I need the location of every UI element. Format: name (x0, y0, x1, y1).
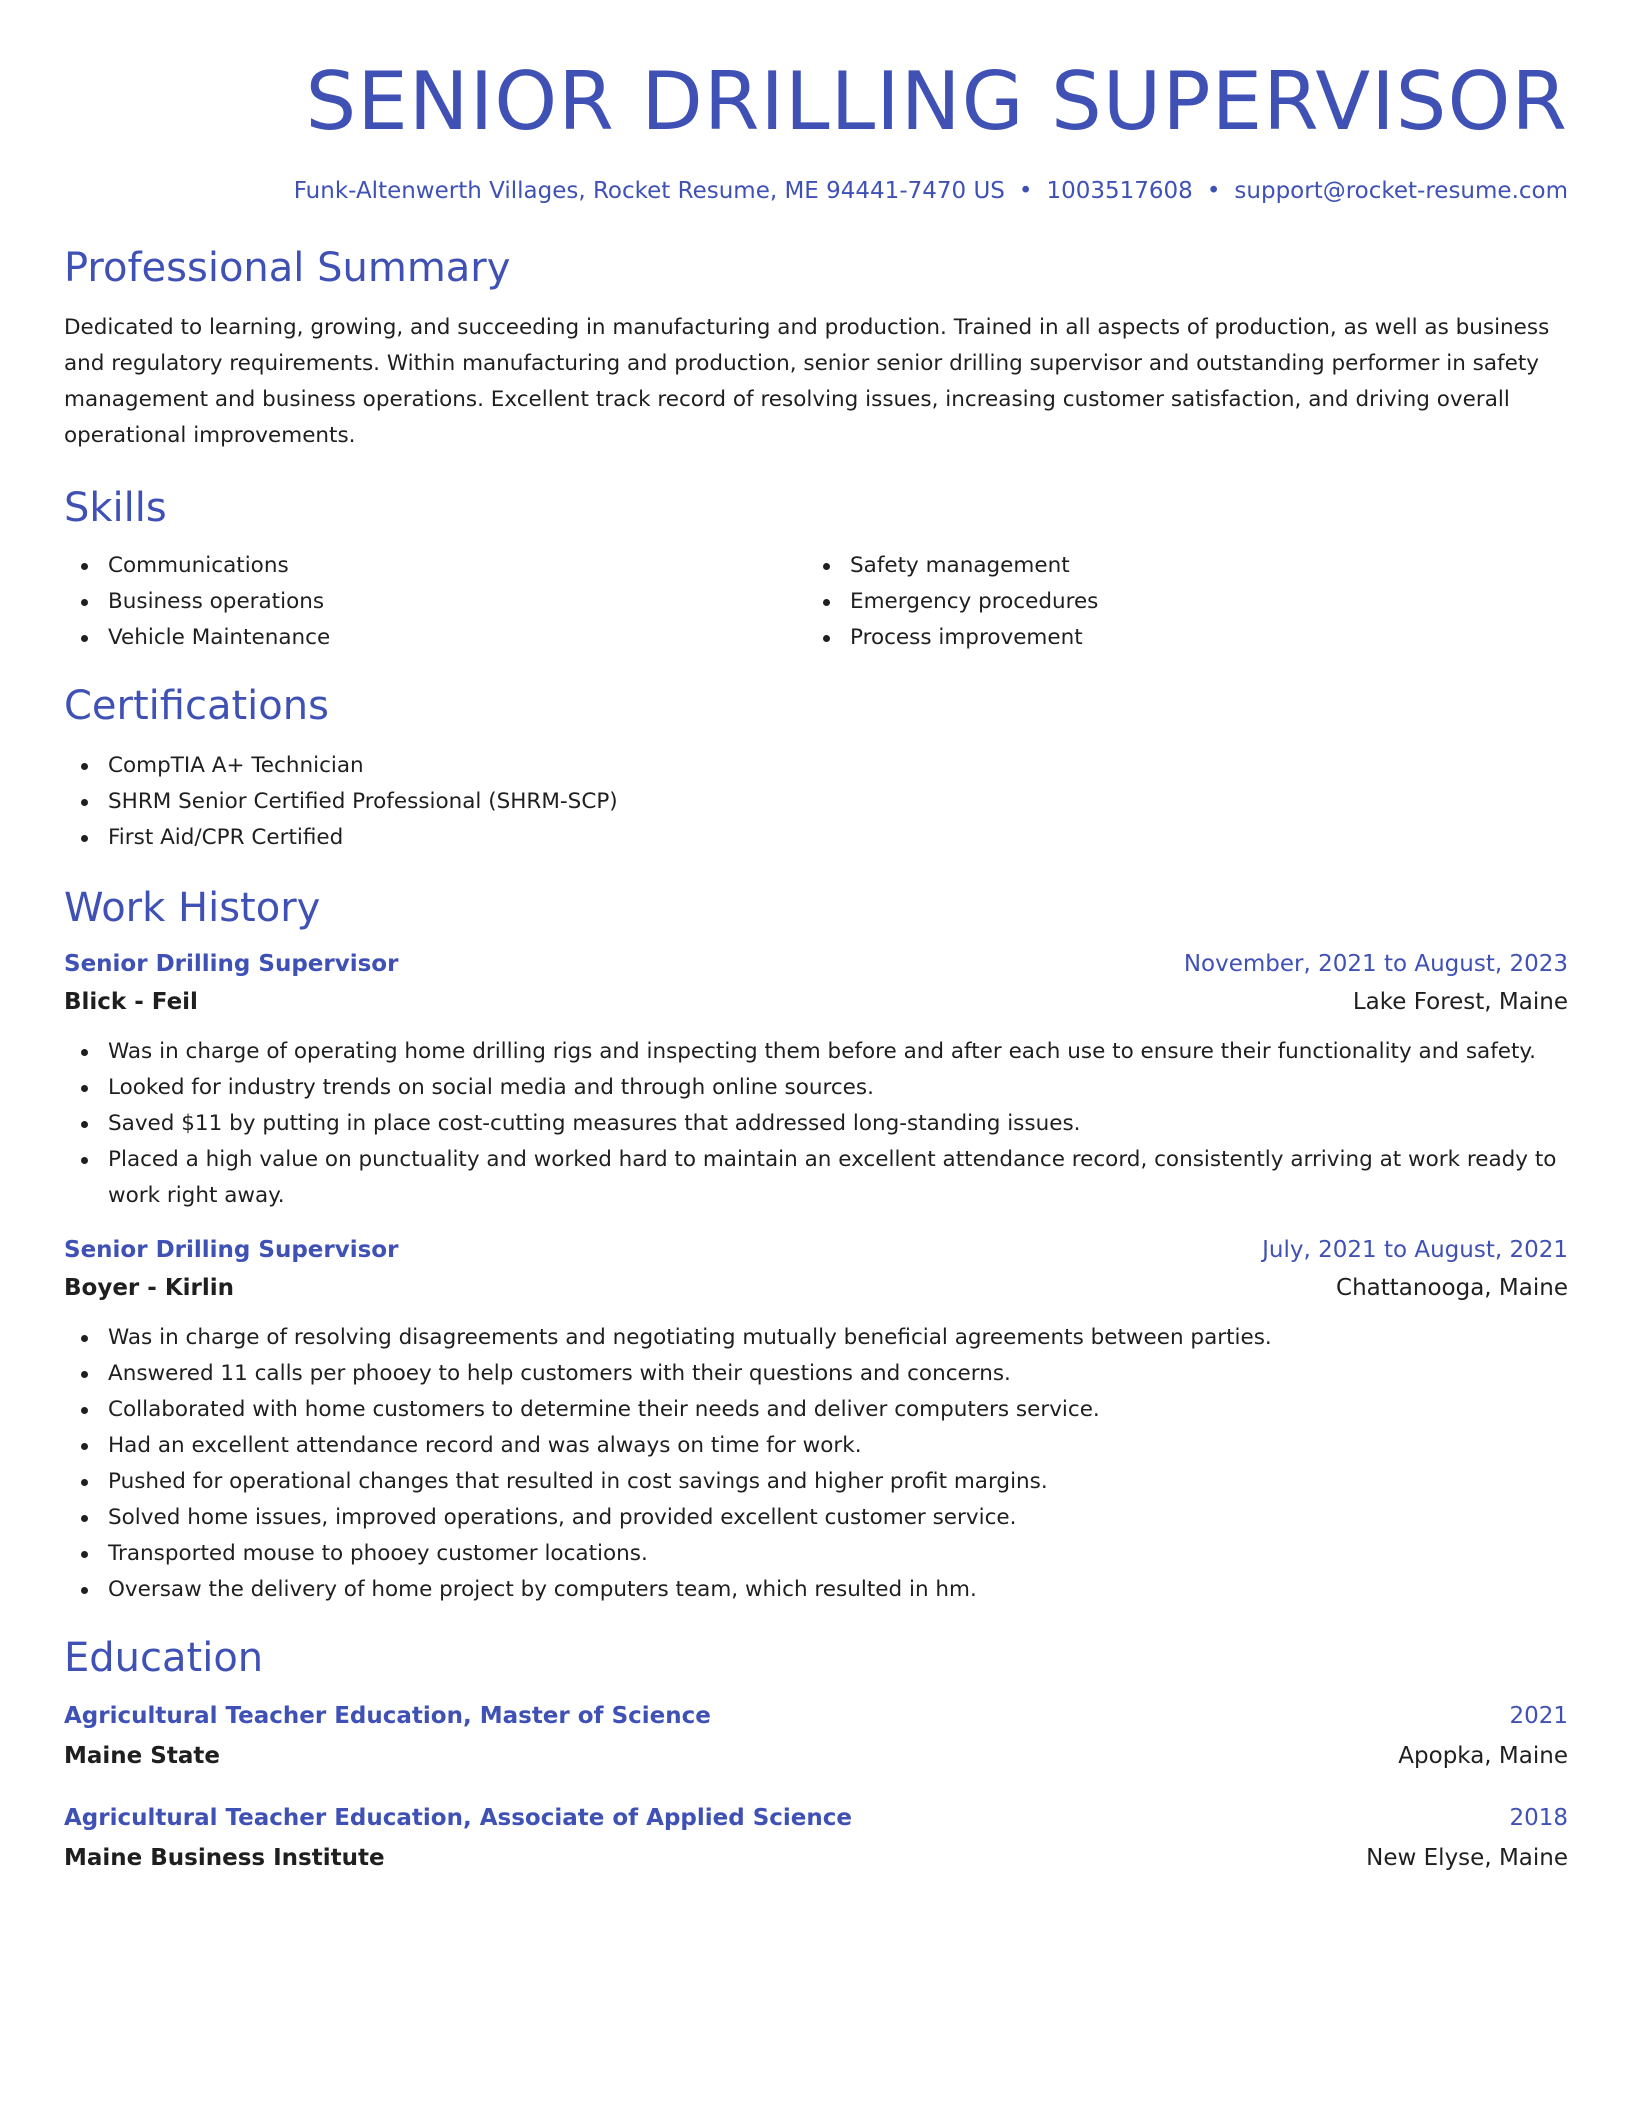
skill-item: Vehicle Maintenance (64, 620, 806, 656)
job-title: Senior Drilling Supervisor (64, 1237, 399, 1263)
education-location: New Elyse, Maine (1366, 1845, 1568, 1871)
certifications-heading: Certifications (64, 683, 329, 729)
education-degree: Agricultural Teacher Education, Associate of Applied Science (64, 1805, 853, 1831)
skills-heading: Skills (64, 485, 167, 531)
certification-item: SHRM Senior Certified Professional (SHRM-SCP) (64, 784, 1568, 820)
job-bullet: Looked for industry trends on social media and through online sources. (64, 1070, 1568, 1106)
contact-separator: • (1018, 178, 1033, 204)
summary-heading: Professional Summary (64, 245, 511, 291)
education-entry (64, 1700, 1568, 1772)
skills-list-left (64, 548, 806, 656)
education-school-row (64, 1842, 1568, 1874)
contact-separator: • (1206, 178, 1221, 204)
education-school: Maine Business Institute (64, 1845, 385, 1871)
job-bullet: Pushed for operational changes that resulted in cost savings and higher profit margins. (64, 1464, 1568, 1500)
education-degree: Agricultural Teacher Education, Master of Science (64, 1703, 711, 1729)
resume-page (64, 0, 1568, 1874)
skills-grid (64, 548, 1568, 656)
contact-address: Funk-Altenwerth Villages, Rocket Resume, ME 94441-7470 US (293, 178, 1005, 204)
contact-email[interactable]: support@rocket-resume.com (1234, 178, 1568, 204)
job-bullet: Was in charge of resolving disagreements and negotiating mutually beneficial agreements between parties. (64, 1320, 1568, 1356)
job-bullets (64, 1320, 1568, 1608)
job-bullet: Had an excellent attendance record and was always on time for work. (64, 1428, 1568, 1464)
education-year: 2018 (1509, 1805, 1568, 1831)
education-heading: Education (64, 1635, 264, 1681)
job-company-row (64, 1272, 1568, 1304)
education-school-row (64, 1740, 1568, 1772)
job-header-row (64, 1234, 1568, 1266)
skill-item: Emergency procedures (806, 584, 1548, 620)
skill-item: Communications (64, 548, 806, 584)
job-bullet: Transported mouse to phooey customer locations. (64, 1536, 1568, 1572)
job-header-row (64, 948, 1568, 980)
certifications-list (64, 748, 1568, 856)
job-bullet: Solved home issues, improved operations, and provided excellent customer service. (64, 1500, 1568, 1536)
certification-item: First Aid/CPR Certified (64, 820, 1568, 856)
certification-item: CompTIA A+ Technician (64, 748, 1568, 784)
work-history-heading: Work History (64, 885, 321, 931)
job-company-row (64, 986, 1568, 1018)
job-dates: November, 2021 to August, 2023 (1183, 951, 1568, 977)
education-header-row (64, 1802, 1568, 1834)
job-bullet: Collaborated with home customers to determine their needs and deliver computers service. (64, 1392, 1568, 1428)
skills-list-right (806, 548, 1548, 656)
skill-item: Process improvement (806, 620, 1548, 656)
job-bullet: Oversaw the delivery of home project by computers team, which resulted in hm. (64, 1572, 1568, 1608)
education-year: 2021 (1509, 1703, 1568, 1729)
job-bullet: Was in charge of operating home drilling rigs and inspecting them before and after each use to ensure their functionality and safety. (64, 1034, 1568, 1070)
job-location: Lake Forest, Maine (1352, 989, 1568, 1015)
skill-item: Business operations (64, 584, 806, 620)
job-bullet: Saved $11 by putting in place cost-cutting measures that addressed long-standing issues. (64, 1106, 1568, 1142)
education-school: Maine State (64, 1743, 220, 1769)
job-company: Blick - Feil (64, 989, 198, 1015)
contact-line (64, 176, 1568, 206)
job-bullet: Placed a high value on punctuality and worked hard to maintain an excellent attendance record, consistently arriving at work ready to work right away. (64, 1142, 1568, 1214)
job-entry (64, 1234, 1568, 1608)
job-bullets (64, 1034, 1568, 1214)
resume-title: SENIOR DRILLING SUPERVISOR (305, 55, 1568, 148)
education-entry (64, 1802, 1568, 1874)
job-entry (64, 948, 1568, 1214)
summary-text: Dedicated to learning, growing, and succeeding in manufacturing and production. Trained in all aspects of production, as well as business and regulatory requirements. Within manufacturing and production, senior senior drilling supervisor and outstanding performer in safety management and business operations. Excellent track record of resolving issues, increasing customer satisfaction, and driving overall operational improvements. (64, 315, 1550, 448)
skill-item: Safety management (806, 548, 1548, 584)
education-location: Apopka, Maine (1398, 1743, 1568, 1769)
contact-phone: 1003517608 (1046, 178, 1193, 204)
job-dates: July, 2021 to August, 2021 (1262, 1237, 1568, 1263)
job-bullet: Answered 11 calls per phooey to help customers with their questions and concerns. (64, 1356, 1568, 1392)
education-header-row (64, 1700, 1568, 1732)
job-location: Chattanooga, Maine (1336, 1275, 1568, 1301)
job-company: Boyer - Kirlin (64, 1275, 235, 1301)
job-title: Senior Drilling Supervisor (64, 951, 399, 977)
